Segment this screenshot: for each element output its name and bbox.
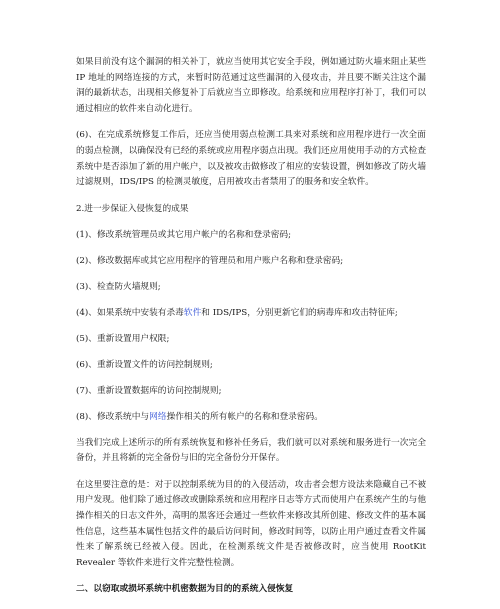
list-item: (8)、修改系统中与网络操作相关的所有帐户的名称和登录密码。 [76,411,323,422]
paragraph-file-integrity: 在这里要注意的是：对于以控制系统为目的的入侵活动，攻击者会想方设法来隐藏自己不被用户发现。他们除了通过修改或删除系统和应用程序日志等方式而使用户在系统产生的与他操作相关的日志文件外，高明的黑客还会通过一些软件来修改其所创建、修改文件的基本属性信息，这些基本属性包括文件的最后访问时间，修改时间等，以防止用户通过查看文件属性来了解系统已经被入侵。因此，在检测系统文件是否被修改时，应当使用 RootKit Revealer 等软件来进行文件完整性检测。 [76,479,426,568]
network-link[interactable]: 网络 [149,411,167,422]
paragraph-patch-advice: 如果目前没有这个漏洞的相关补丁，就应当使用其它安全手段，例如通过防火墙来阻止某些 IP 地址的网络连接的方式，来暂时防范通过这些漏洞的入侵攻击，并且要不断关注这个漏洞的最新状态，出现相关修复补丁后就应当立即修改。给系统和应用程序打补丁，我们可以通过相应的软件来自动化进行。 [76,57,426,114]
list-item: (5)、重新设置用户权限; [76,333,170,344]
document-body [76,55,426,609]
list-item: (1)、修改系统管理员或其它用户帐户的名称和登录密码; [76,229,292,240]
list-item: (4)、如果系统中安装有杀毒软件和 IDS/IPS，分别更新它们的病毒库和攻击特征库; [76,307,398,318]
list-item: (7)、重新设置数据库的访问控制规则; [76,385,222,396]
paragraph-full-backup: 当我们完成上述所示的所有系统恢复和修补任务后，我们就可以对系统和服务进行一次完全备份，并且将新的完全备份与旧的完全备份分开保存。 [76,437,426,464]
software-link[interactable]: 软件 [183,307,202,318]
section-heading-ensure-recovery: 2.进一步保证入侵恢复的成果 [76,203,189,214]
list-item: (3)、检查防火墙规则; [76,281,161,292]
list-item: (2)、修改数据库或其它应用程序的管理员和用户账户名称和登录密码; [76,255,344,266]
section-heading-data-theft-recovery: 二、以窃取或损坏系统中机密数据为目的的系统入侵恢复 [76,584,294,595]
recovery-steps-list [76,228,426,425]
paragraph-vulnerability-scan: (6)、在完成系统修复工作后，还应当使用弱点检测工具来对系统和应用程序进行一次全面的弱点检测，以确保没有已经的系统或应用程序弱点出现。我们还应用使用手动的方式检查系统中是否添加了新的用户帐户，以及被攻击做修改了相应的安装设置，例如修改了防火墙过滤规则，IDS/IPS 的检测灵敏度，启用被攻击者禁用了的服务和安全软件。 [76,130,426,188]
list-item: (6)、重新设置文件的访问控制规则; [76,359,213,370]
